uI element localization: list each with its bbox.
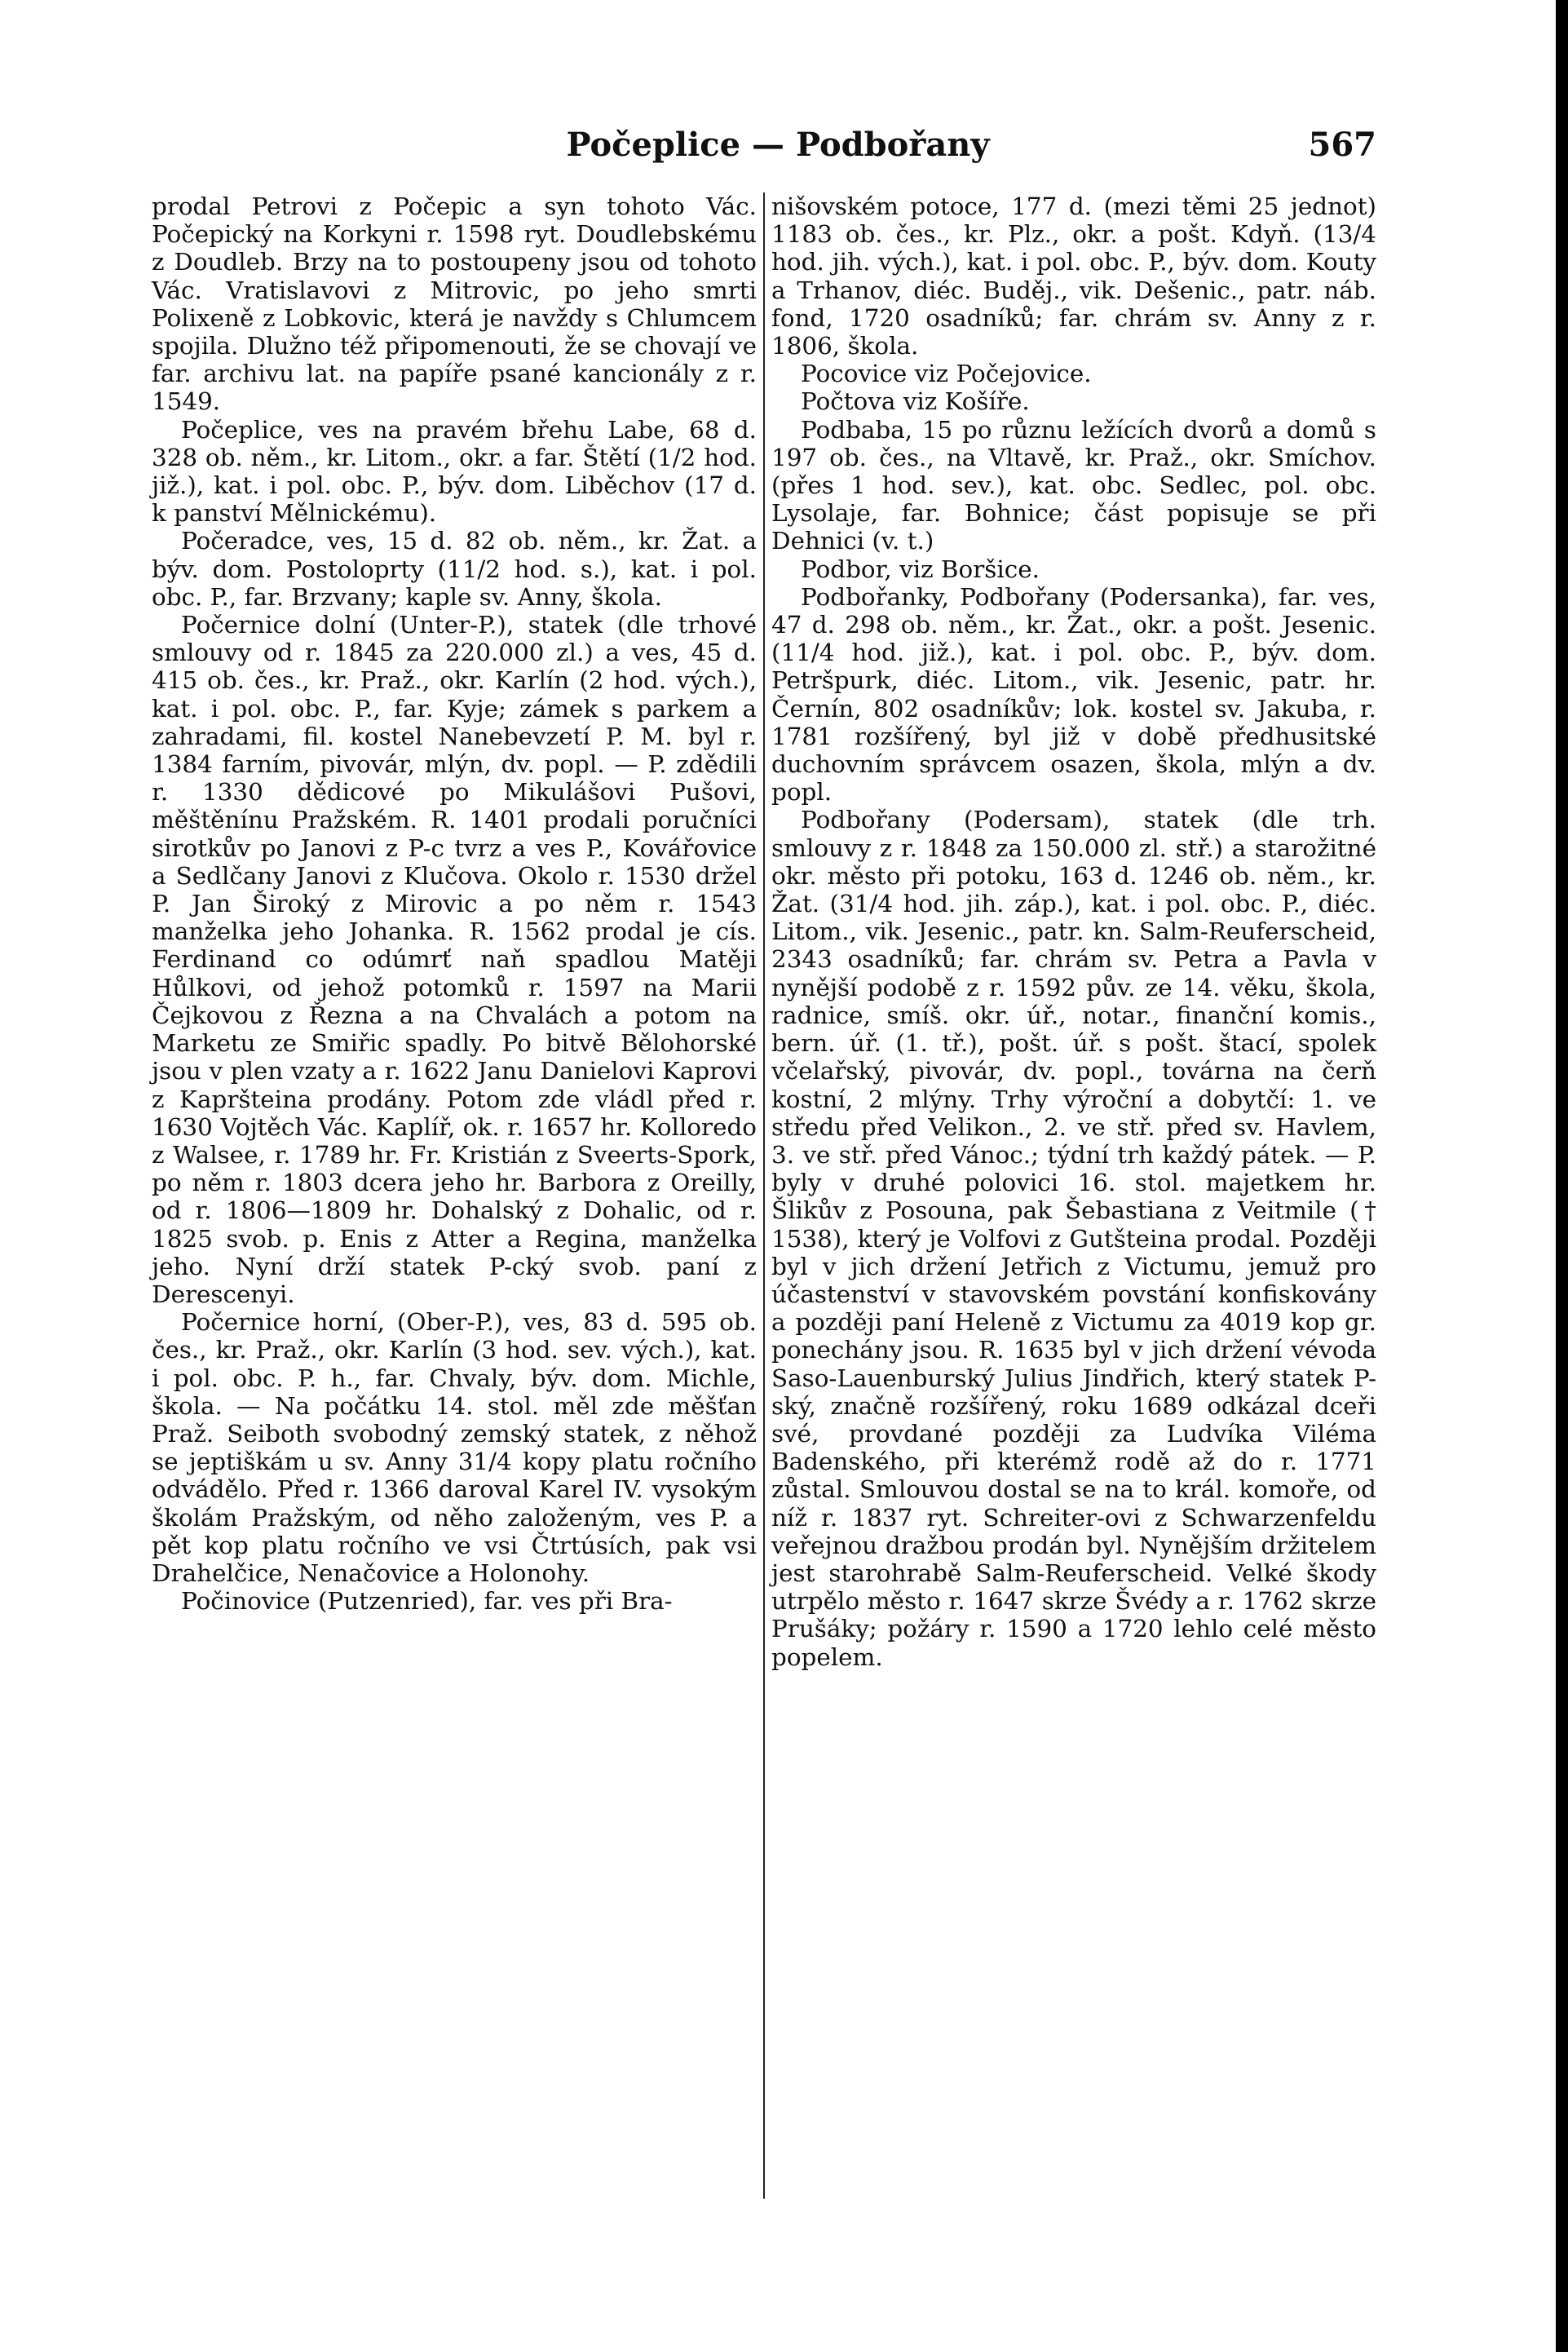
entry-pocernice-dolni: Počernice dolní (Unter-P.), statek (dle trhové smlouvy od r. 1845 za 220.000 zl.) a ves, 45 d. 415 ob. čes., kr. Praž., okr. Karlín (2 hod. vých.), kat. i pol. obc. P., far. Kyje; zámek s parkem a zahradami, fil. kostel Nanebevzetí P. M. byl r. 1384 farním, pivovár, mlýn, dv. popl. — P. zdědili r. 1330 dědicové po Mikulášovi Pušovi, měštěnínu Pražském. R. 1401 prodali poručníci sirotkův po Janovi z P-c tvrz a ves P., Kovářovice a Sedlčany Janovi z Klučova. Okolo r. 1530 držel P. Jan Široký z Mirovic a po něm r. 1543 manželka jeho Johanka. R. 1562 prodal je cís. Ferdinand co odúmrť naň spadlou Matěji Hůlkovi, od jehož potomků r. 1597 na Marii Čejkovou z Řezna a na Chvalách a potom na Marketu ze Smiřic spadly. Po bitvě Bělohorské jsou v plen vzaty a r. 1622 Janu Danielovi Kaprovi z Kapršteina prodány. Potom zde vládl před r. 1630 Vojtěch Vác. Kaplíř, ok. r. 1657 hr. Kolloredo z Walsee, r. 1789 hr. Fr. Kristián z Sveerts-Spork, po něm r. 1803 dcera jeho hr. Barbora z Oreilly, od r. 1806—1809 hr. Dohalský z Dohalic, od r. 1825 svob. p. Enis z Atter a Regina, manželka jeho. Nyní drží statek P-cký svob. paní z Derescenyi.: [152, 611, 757, 1308]
running-title: Počeplice — Podbořany: [566, 126, 990, 164]
entry-podboranky: Podbořanky, Podbořany (Podersanka), far. ves, 47 d. 298 ob. něm., kr. Žat., okr. a pošt. Jesenic. (11/4 hod. již.), kat. i pol. obc. P., býv. dom. Petršpurk, diéc. Litom., vik. Jesenic, patr. hr. Černín, 802 osadníkův; lok. kostel sv. Jakuba, r. 1781 rozšířený, byl již v době předhusitské duchovním správcem osazen, škola, mlýn a dv. popl.: [771, 582, 1376, 807]
entry-poceradce: Počeradce, ves, 15 d. 82 ob. něm., kr. Žat. a býv. dom. Postoloprty (11/2 hod. s.), kat. i pol. obc. P., far. Brzvany; kaple sv. Anny, škola.: [152, 527, 757, 611]
entry-pocernice-horni: Počernice horní, (Ober-P.), ves, 83 d. 595 ob. čes., kr. Praž., okr. Karlín (3 hod. sev. vých.), kat. i pol. obc. P. h., far. Chvaly, býv. dom. Michle, škola. — Na počátku 14. stol. měl zde měšťan Praž. Seiboth svobodný zemský statek, z něhož se jeptiškám u sv. Anny 31/4 kopy platu ročního odvádělo. Před r. 1366 daroval Karel IV. vysokým školám Pražským, od něho založeným, ves P. a pět kop platu ročního ve vsi Čtrtúsích, pak vsi Drahelčice, Nenačovice a Holonohy.: [152, 1308, 757, 1587]
entry-continuation: prodal Petrovi z Počepic a syn tohoto Vác. Počepický na Korkyni r. 1598 ryt. Doudlebskému z Doudleb. Brzy na to postoupeny jsou od tohoto Vác. Vratislavovi z Mitrovic, po jeho smrti Polixeně z Lobkovic, která je navždy s Chlumcem spojila. Dlužno též připomenouti, že se chovají ve far. archivu lat. na papíře psané kancionály z r. 1549.: [152, 192, 757, 416]
entry-pocinovice: Počinovice (Putzenried), far. ves při Bra-: [181, 1587, 673, 1616]
entry-podbor: Podbor, viz Boršice.: [801, 555, 1040, 583]
entry-poctova: Počtova viz Košíře.: [801, 387, 1030, 416]
entry-podbaba: Podbaba, 15 po různu ležících dvorů a domů s 197 ob. čes., na Vltavě, kr. Praž., okr. Smíchov. (přes 1 hod. sev.), kat. obc. Sedlec, pol. obc. Lysolaje, far. Bohnice; část popisuje se při Dehnici (v. t.): [771, 415, 1376, 555]
entry-pocovice: Pocovice viz Počejovice.: [801, 360, 1092, 388]
entry-pocepllice: Počeplice, ves na pravém břehu Labe, 68 d. 328 ob. něm., kr. Litom., okr. a far. Štětí (1/2 hod. již.), kat. i pol. obc. P., býv. dom. Liběchov (17 d. k panství Mělnickému).: [152, 415, 757, 528]
column-divider: [763, 192, 765, 2199]
page-header: [0, 122, 1556, 171]
entry-podborany: Podbořany (Podersam), statek (dle trh. smlouvy z r. 1848 za 150.000 zl. stř.) a starožitné okr. město při potoku, 163 d. 1246 ob. něm., kr. Žat. (31/4 hod. jih. záp.), kat. i pol. obc. P., diéc. Litom., vik. Jesenic., patr. kn. Salm-Reuferscheid, 2343 osadníků; far. chrám sv. Petra a Pavla v nynější podobě z r. 1592 pův. ze 14. věku, škola, radnice, smíš. okr. úř., notar., finanční komis., bern. úř. (1. tř.), pošt. úř. s pošt. štací, spolek včelařský, pivovár, dv. popl., továrna na čerň kostní, 2 mlýny. Trhy výroční a dobytčí: 1. ve středu před Velikon., 2. ve stř. před sv. Havlem, 3. ve stř. před Vánoc.; týdní trh každý pátek. — P. byly v druhé polovici 16. stol. majetkem hr. Šlikův z Posouna, pak Šebastiana z Veitmile († 1538), který je Volfovi z Gutšteina prodal. Později byl v jich držení Jetřich z Victumu, jemuž pro účastenství v stavovském povstání konfiskovány a později paní Heleně z Victumu za 4019 kop gr. ponechány jsou. R. 1635 byl v jich držení vévoda Saso-Lauenburský Julius Jindřich, který statek P-ský, značně rozšířený, roku 1689 odkázal dceři své, provdané později za Ludvíka Viléma Badenského, při kterémž rodě až do r. 1771 zůstal. Smlouvou dostal se na to král. komoře, od níž r. 1837 ryt. Schreiter-ovi z Schwarzenfeldu veřejnou dražbou prodán byl. Nynějším držitelem jest starohrabě Salm-Reuferscheid. Velké škody utrpělo město r. 1647 skrze Švédy a r. 1762 skrze Prušáky; požáry r. 1590 a 1720 lehlo celé město popelem.: [771, 806, 1376, 1671]
entry-pocinovice-continued: nišovském potoce, 177 d. (mezi těmi 25 jednot) 1183 ob. čes., kr. Plz., okr. a pošt. Kdyň. (13/4 hod. jih. vých.), kat. i pol. obc. P., býv. dom. Kouty a Trhanov, diéc. Buděj., vik. Dešenic., patr. náb. fond, 1720 osadníků; far. chrám sv. Anny z r. 1806, škola.: [771, 192, 1376, 360]
left-column: [152, 192, 757, 1615]
right-column: [771, 192, 1376, 1671]
page-number: 567: [1308, 126, 1376, 164]
